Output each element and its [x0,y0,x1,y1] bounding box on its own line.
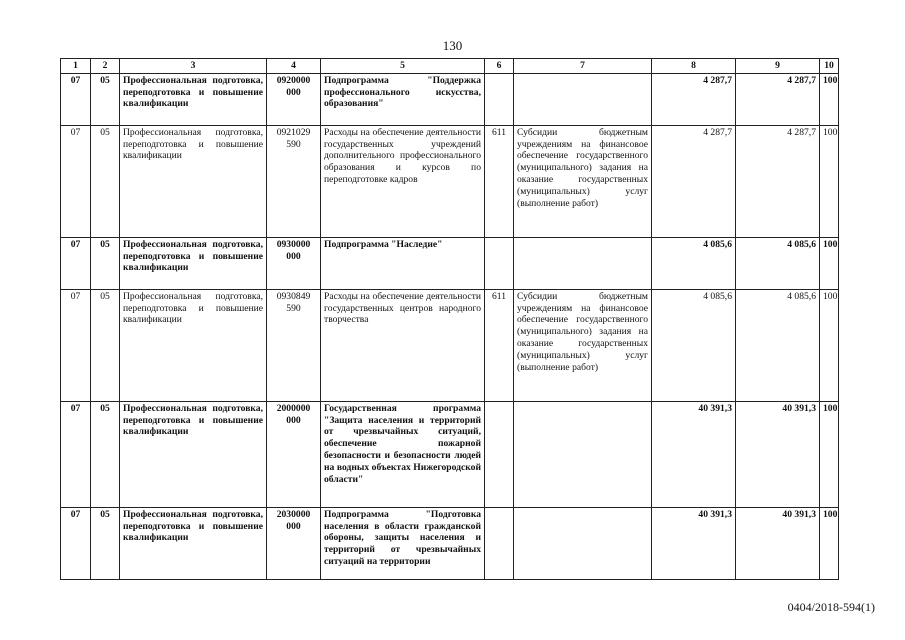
percent-cell: 100 [820,507,839,579]
planned-amount-cell: 4 287,7 [652,125,736,237]
description-cell: Подпрограмма "Поддержка профессионального искусства, образования" [321,73,485,125]
executed-amount-cell: 40 391,3 [736,507,820,579]
percent-cell: 100 [820,237,839,289]
section-name-cell: Профессиональная подготовка, переподготовка и повышение квалификации [120,125,267,237]
section-name-cell: Профессиональная подготовка, переподготовка и повышение квалификации [120,289,267,401]
target-article-cell: 0920000 000 [267,73,321,125]
expense-type-name-cell [514,237,652,289]
table-row [61,73,839,125]
executed-amount-cell: 40 391,3 [736,401,820,507]
target-article-cell: 2030000 000 [267,507,321,579]
table-body [61,73,839,579]
subsection-code-cell: 05 [91,237,120,289]
table-row [61,237,839,289]
header-cell: 2 [91,59,120,74]
planned-amount-cell: 40 391,3 [652,401,736,507]
header-cell: 7 [514,59,652,74]
target-article-cell: 2000000 000 [267,401,321,507]
section-code-cell: 07 [61,289,91,401]
subsection-code-cell: 05 [91,73,120,125]
planned-amount-cell: 40 391,3 [652,507,736,579]
table-row [61,125,839,237]
executed-amount-cell: 4 085,6 [736,289,820,401]
percent-cell: 100 [820,73,839,125]
table-row [61,289,839,401]
expense-type-cell [485,401,514,507]
section-code-cell: 07 [61,401,91,507]
subsection-code-cell: 05 [91,507,120,579]
description-cell: Подпрограмма "Подготовка населения в области гражданской обороны, защиты населения и территорий от чрезвычайных ситуаций на территории [321,507,485,579]
planned-amount-cell: 4 085,6 [652,289,736,401]
header-cell: 5 [321,59,485,74]
expense-type-name-cell: Субсидии бюджетным учреждениям на финансовое обеспечение государственного (муниципального) задания на оказание государственных (муниципальных) услуг (выполнение работ) [514,125,652,237]
subsection-code-cell: 05 [91,401,120,507]
header-cell: 8 [652,59,736,74]
expense-type-cell [485,73,514,125]
expense-type-cell [485,507,514,579]
section-code-cell: 07 [61,507,91,579]
description-cell: Подпрограмма "Наследие" [321,237,485,289]
target-article-cell: 0930000 000 [267,237,321,289]
description-cell: Государственная программа "Защита населения и территорий от чрезвычайных ситуаций, обеспечение пожарной безопасности и безопасности людей на водных объектах Нижегородской области" [321,401,485,507]
header-row [61,59,839,74]
section-name-cell: Профессиональная подготовка, переподготовка и повышение квалификации [120,73,267,125]
section-name-cell: Профессиональная подготовка, переподготовка и повышение квалификации [120,401,267,507]
target-article-cell: 0930849 590 [267,289,321,401]
expense-type-name-cell [514,507,652,579]
target-article-cell: 0921029 590 [267,125,321,237]
executed-amount-cell: 4 287,7 [736,73,820,125]
expense-type-name-cell [514,401,652,507]
expense-type-name-cell [514,73,652,125]
header-cell: 10 [820,59,839,74]
section-name-cell: Профессиональная подготовка, переподготовка и повышение квалификации [120,507,267,579]
budget-table [60,58,839,580]
expense-type-name-cell: Субсидии бюджетным учреждениям на финансовое обеспечение государственного (муниципального) задания на оказание государственных (муниципальных) услуг (выполнение работ) [514,289,652,401]
planned-amount-cell: 4 085,6 [652,237,736,289]
subsection-code-cell: 05 [91,289,120,401]
expense-type-cell: 611 [485,125,514,237]
section-code-cell: 07 [61,237,91,289]
header-cell: 9 [736,59,820,74]
section-code-cell: 07 [61,125,91,237]
percent-cell: 100 [820,289,839,401]
document-code: 0404/2018-594(1) [787,600,875,614]
executed-amount-cell: 4 287,7 [736,125,820,237]
section-code-cell: 07 [61,73,91,125]
table-row [61,507,839,579]
subsection-code-cell: 05 [91,125,120,237]
percent-cell: 100 [820,125,839,237]
page-number: 130 [442,38,463,53]
section-name-cell: Профессиональная подготовка, переподготовка и повышение квалификации [120,237,267,289]
expense-type-cell [485,237,514,289]
header-cell: 4 [267,59,321,74]
header-cell: 3 [120,59,267,74]
percent-cell: 100 [820,401,839,507]
expense-type-cell: 611 [485,289,514,401]
description-cell: Расходы на обеспечение деятельности государственных центров народного творчества [321,289,485,401]
header-cell: 1 [61,59,91,74]
executed-amount-cell: 4 085,6 [736,237,820,289]
table-row [61,401,839,507]
description-cell: Расходы на обеспечение деятельности государственных учреждений дополнительного профессионального образования и курсов по переподготовке кадров [321,125,485,237]
planned-amount-cell: 4 287,7 [652,73,736,125]
header-cell: 6 [485,59,514,74]
